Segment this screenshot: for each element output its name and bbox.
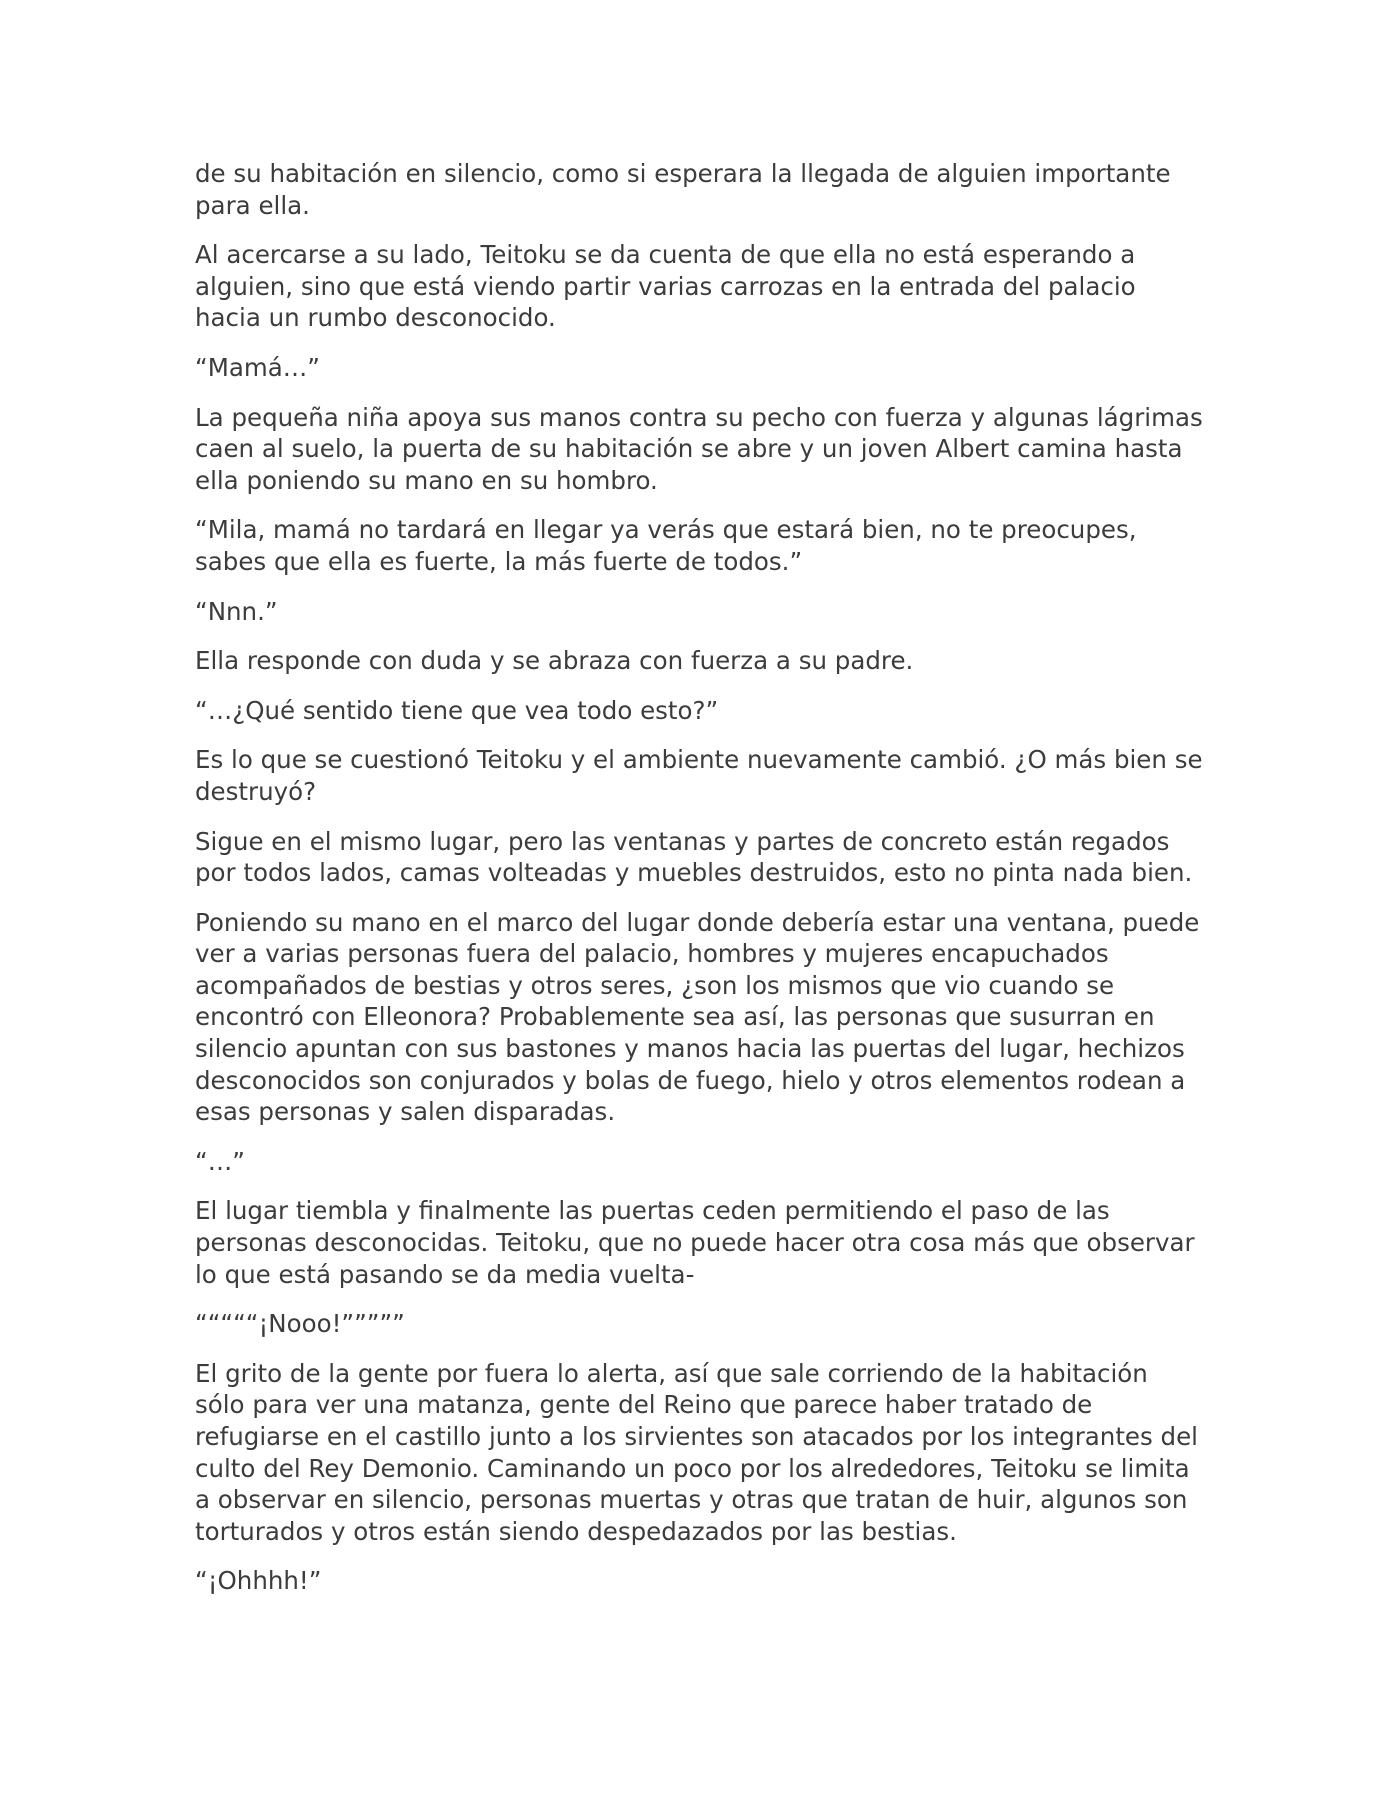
paragraph: Al acercarse a su lado, Teitoku se da cuenta de que ella no está esperando a alguien, sino que está viendo partir varias carrozas en la entrada del palacio hacia un rumbo desconocido.	[195, 240, 1136, 333]
paragraph: La pequeña niña apoya sus manos contra su pecho con fuerza y algunas lágrimas caen al suelo, la puerta de su habitación se abre y un joven Albert camina hasta ella poniendo su mano en su hombro.	[195, 402, 1203, 495]
dialogue-line: “Nnn.”	[195, 596, 278, 626]
dialogue-line: “…¿Qué sentido tiene que vea todo esto?”	[195, 695, 719, 725]
paragraph: El grito de la gente por fuera lo alerta, así que sale corriendo de la habitación sólo para ver una matanza, gente del Reino que parece haber tratado de refugiarse en el castillo junto a los sirvientes son atacados por los integrantes del culto del Rey Demonio. Caminando un poco por los alrededores, Teitoku se limita a observar en silencio, personas muertas y otras que tratan de huir, algunos son torturados y otros están siendo despedazados por las bestias.	[195, 1358, 1198, 1546]
paragraph: Ella responde con duda y se abraza con fuerza a su padre.	[195, 646, 914, 676]
paragraph: de su habitación en silencio, como si esperara la llegada de alguien importante para ella.	[195, 159, 1171, 220]
dialogue-line: “¡Ohhhh!”	[195, 1566, 322, 1596]
dialogue-line: “Mamá…”	[195, 352, 320, 382]
paragraph: Poniendo su mano en el marco del lugar donde debería estar una ventana, puede ver a varias personas fuera del palacio, hombres y mujeres encapuchados acompañados de bestias y otros seres, ¿son los mismos que vio cuando se encontró con Elleonora? Probablemente sea así, las personas que susurran en silencio apuntan con sus bastones y manos hacia las puertas del lugar, hechizos desconocidos son conjurados y bolas de fuego, hielo y otros elementos rodean a esas personas y salen disparadas.	[195, 907, 1200, 1127]
paragraph: Es lo que se cuestionó Teitoku y el ambiente nuevamente cambió. ¿O más bien se destruyó?	[195, 745, 1203, 806]
paragraph: El lugar tiembla y finalmente las puertas ceden permitiendo el paso de las personas desconocidas. Teitoku, que no puede hacer otra cosa más que observar lo que está pasando se da media vuelta-	[195, 1196, 1195, 1289]
dialogue-line: “Mila, mamá no tardará en llegar ya verás que estará bien, no te preocupes, sabes que ella es fuerte, la más fuerte de todos.”	[195, 515, 1137, 576]
document-page	[195, 158, 1205, 1615]
paragraph: Sigue en el mismo lugar, pero las ventanas y partes de concreto están regados por todos lados, camas volteadas y muebles destruidos, esto no pinta nada bien.	[195, 826, 1193, 888]
dialogue-line: “““““¡Nooo!”””””	[195, 1309, 405, 1339]
dialogue-line: “…”	[195, 1146, 245, 1176]
